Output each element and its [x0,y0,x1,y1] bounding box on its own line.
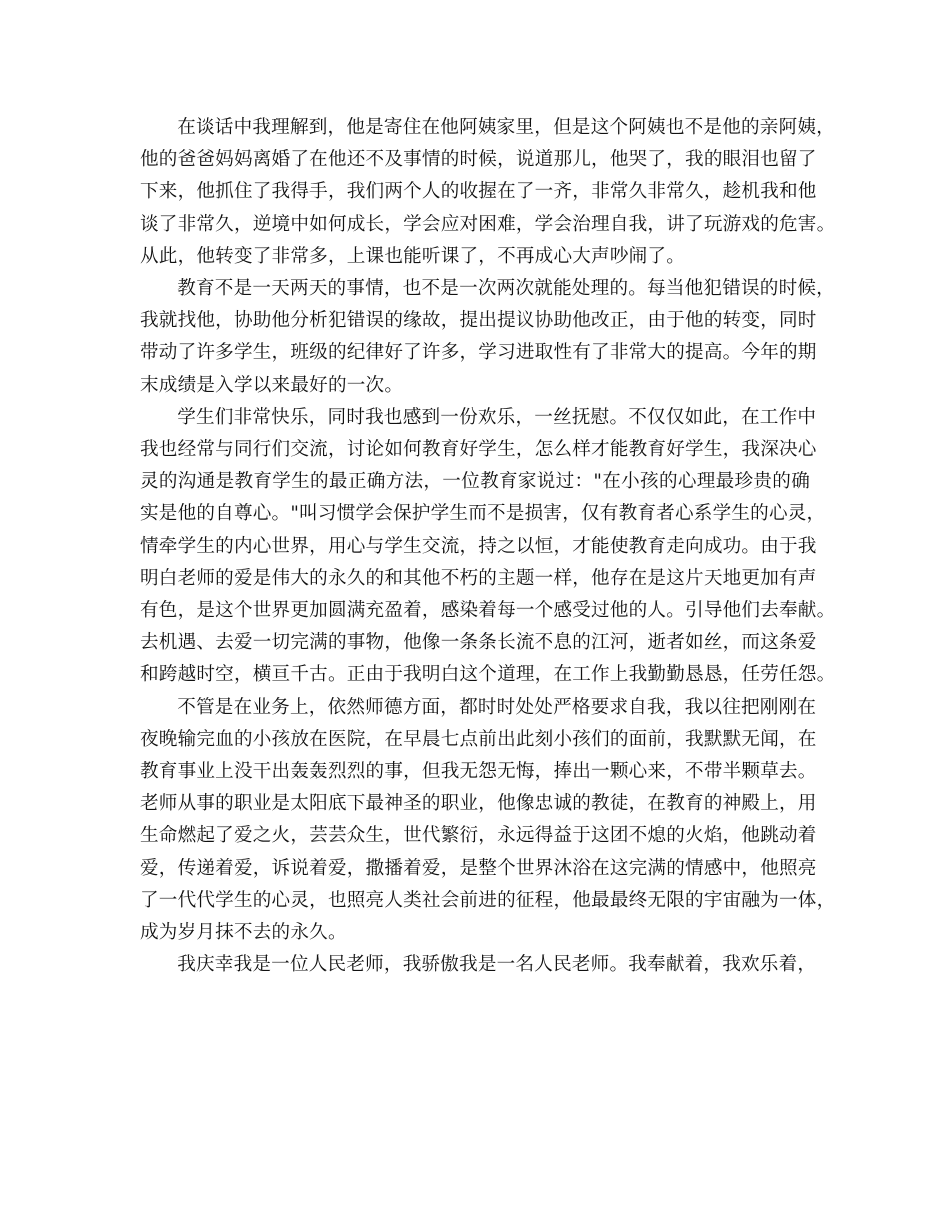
document-body [140,112,836,981]
text-line: 老师从事的职业是太阳底下最神圣的职业，他像忠诚的教徒，在教育的神殿上，用 [140,793,817,815]
paragraph-3 [140,402,836,692]
text-line: 末成绩是入学以来最好的一次。 [140,374,404,396]
text-line: 夜晚输完血的小孩放在医院，在早晨七点前出此刻小孩们的面前，我默默无闻，在 [140,728,817,750]
text-line: 情牵学生的内心世界，用心与学生交流，持之以恒，才能使教育走向成功。由于我 [140,535,817,557]
text-line: 学生们非常快乐，同时我也感到一份欢乐，一丝抚慰。不仅仅如此，在工作中 [177,406,817,428]
text-line: 带动了许多学生，班级的纪律好了许多，学习进取性有了非常大的提高。今年的期 [140,342,817,364]
text-line: 了一代代学生的心灵，也照亮人类社会前进的征程，他最最终无限的宇宙融为一体， [140,889,836,911]
text-line: 他的爸爸妈妈离婚了在他还不及事情的时候，说道那儿，他哭了，我的眼泪也留了 [140,149,817,171]
text-line: 和跨越时空，横亘千古。正由于我明白这个道理，在工作上我勤勤恳恳，任劳任怨。 [140,664,836,686]
paragraph-2 [140,273,835,402]
text-line: 从此，他转变了非常多，上课也能听课了，不再成心大声吵闹了。 [140,245,686,267]
text-line: 在谈话中我理解到，他是寄住在他阿姨家里，但是这个阿姨也不是他的亲阿姨， [177,117,835,138]
text-line: 教育事业上没干出轰轰烈烈的事，但我无怨无悔，捧出一颗心来，不带半颗草去。 [140,761,817,783]
paragraph-4 [140,692,836,950]
text-line: 爱，传递着爱，诉说着爱，撒播着爱，是整个世界沐浴在这完满的情感中，他照亮 [140,857,817,879]
text-line: 谈了非常久，逆境中如何成长，学会应对困难，学会治理自我，讲了玩游戏的危害。 [140,213,836,235]
text-line: 成为岁月抹不去的永久。 [140,922,347,944]
text-line: 下来，他抓住了我得手，我们两个人的收握在了一齐，非常久非常久，趁机我和他 [140,181,817,203]
text-line: 灵的沟通是教育学生的最正确方法，一位教育家说过："在小孩的心理最珍贵的确 [140,471,810,493]
text-line: 我就找他，协助他分析犯错误的缘故，提出提议协助他改正，由于他的转变，同时 [140,310,817,332]
text-line: 实是他的自尊心。"叫习惯学会保护学生而不是损害，仅有教育者心系学生的心灵， [140,503,826,525]
text-line: 明白老师的爱是伟大的永久的和其他不朽的主题一样，他存在是这片天地更加有声 [140,567,817,589]
text-line: 生命燃起了爱之火，芸芸众生，世代繁衍，永远得益于这团不熄的火焰，他跳动着 [140,825,817,847]
paragraph-1 [140,112,836,273]
text-line: 有色，是这个世界更加圆满充盈着，感染着每一个感受过他的人。引导他们去奉献。 [140,600,836,622]
text-line: 去机遇、去爱一切完满的事物，他像一条条长流不息的江河，逝者如丝，而这条爱 [140,632,817,654]
text-line: 我也经常与同行们交流，讨论如何教育好学生，怎么样才能教育好学生，我深决心 [140,439,817,461]
text-line: 我庆幸我是一位人民老师，我骄傲我是一名人民老师。我奉献着，我欢乐着， [177,954,817,976]
text-line: 教育不是一天两天的事情，也不是一次两次就能处理的。每当他犯错误的时候， [177,278,835,300]
paragraph-5 [140,949,817,981]
text-line: 不管是在业务上，依然师德方面，都时时处处严格要求自我，我以往把刚刚在 [177,696,817,718]
